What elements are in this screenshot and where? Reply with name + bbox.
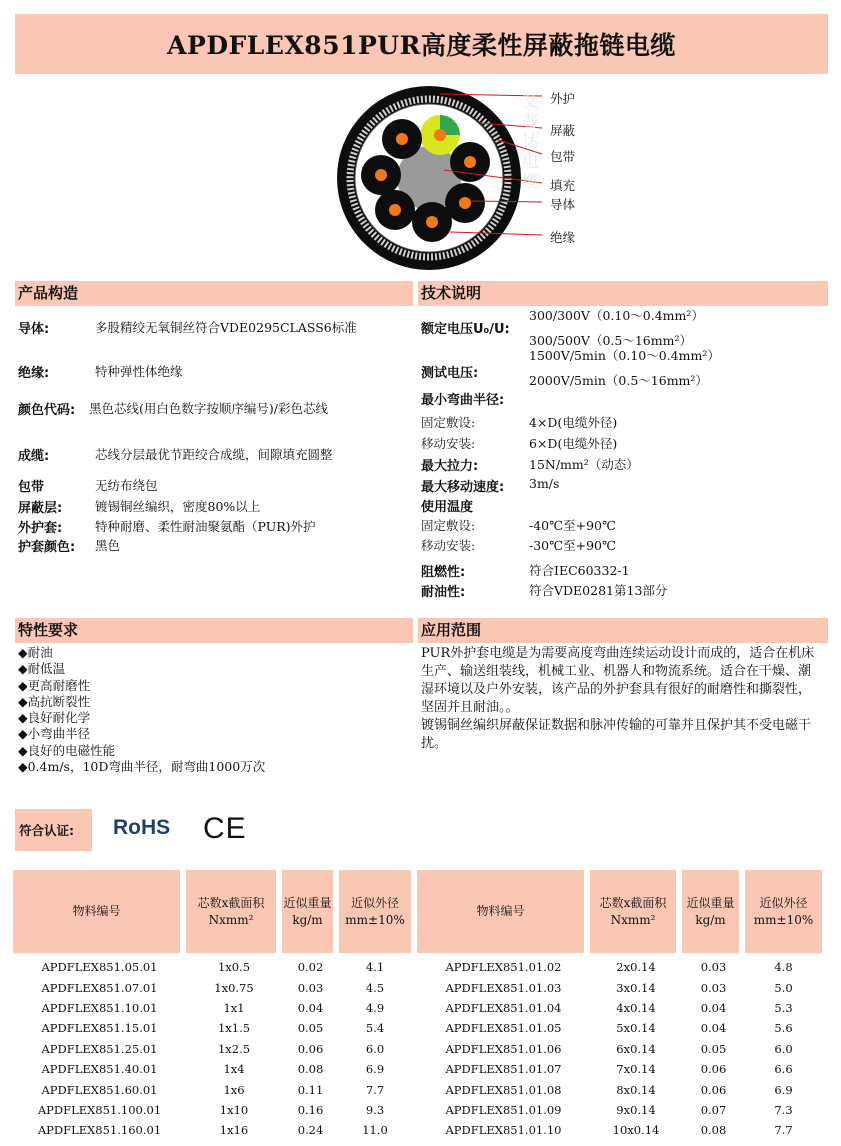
diameter-cell: 5.0 (774, 980, 793, 995)
weight-cell: 0.07 (700, 1102, 727, 1117)
part-number-cell: APDFLEX851.01.03 (445, 980, 562, 995)
flame-label: 阻燃性: (421, 565, 466, 580)
parts-table-right (417, 957, 822, 1141)
diameter-cell: 5.4 (365, 1021, 385, 1036)
application-paragraph: PUR外护套电缆是为需要高度弯曲连续运动设计而成的，适合在机床生产、输送组装线，机械工业、机器人和物流系统。适合在干燥、潮湿环境以及户外安装，该产品的外护套具有很好的耐磨性和撕裂性，坚固并且耐油。。 (421, 646, 815, 715)
cores-cell: 4x0.14 (616, 1000, 656, 1015)
part-number-cell: APDFLEX851.01.08 (445, 1082, 562, 1097)
weight-cell: 0.11 (297, 1082, 324, 1097)
construction-label: 护套颜色: (18, 540, 76, 555)
part-number-cell: APDFLEX851.25.01 (41, 1041, 158, 1056)
construction-label: 包带 (18, 480, 45, 495)
header-outer-diameter: 近似外径 mm±10% (745, 870, 822, 953)
rohs-logo: RoHS (113, 816, 171, 839)
label-insulation: 绝缘 (550, 230, 576, 245)
part-number-cell: APDFLEX851.60.01 (41, 1082, 158, 1097)
construction-label: 导体: (18, 322, 50, 337)
weight-cell: 0.04 (700, 1000, 727, 1015)
weight-cell: 0.05 (700, 1041, 727, 1056)
label-outer-jacket: 外护 (550, 91, 576, 106)
construction-value: 镀锡铜丝编织，密度80%以上 (95, 499, 261, 514)
cores-cell: 3x0.14 (616, 980, 656, 995)
diameter-cell: 11.0 (362, 1123, 388, 1138)
construction-value: 多股精绞无氧铜丝符合VDE0295CLASS6标准 (95, 320, 357, 335)
table-row (13, 1039, 411, 1059)
feature-item: ◆0.4m/s，10D弯曲半径，耐弯曲1000万次 (18, 759, 266, 775)
max-speed-label: 最大移动速度: (421, 480, 505, 495)
weight-cell: 0.08 (700, 1123, 727, 1138)
table-row (417, 1100, 822, 1120)
rated-voltage-value: 300/500V（0.5～16mm²） (529, 333, 692, 348)
section-tech-heading: 技术说明 (418, 281, 828, 306)
part-number-cell: APDFLEX851.15.01 (41, 1021, 158, 1036)
feature-item: ◆小弯曲半径 (18, 726, 91, 742)
label-filler: 填充 (550, 178, 576, 193)
cores-cell: 9x0.14 (616, 1102, 656, 1117)
table-row (13, 1079, 411, 1099)
diameter-cell: 4.1 (365, 960, 385, 975)
header-weight: 近似重量 kg/m (282, 870, 333, 953)
certification-label-box (15, 809, 92, 851)
part-number-cell: APDFLEX851.05.01 (41, 960, 158, 975)
temp-fixed-label: 固定敷设: (421, 518, 476, 533)
test-voltage-value: 2000V/5min（0.5～16mm²） (529, 373, 708, 388)
max-tension-value: 15N/mm²（动态） (529, 457, 639, 472)
cores-cell: 2x0.14 (616, 960, 656, 975)
cores-cell: 1x6 (223, 1082, 245, 1097)
feature-item: ◆高抗断裂性 (18, 693, 91, 709)
part-number-cell: APDFLEX851.01.10 (445, 1123, 562, 1138)
part-number-cell: APDFLEX851.01.07 (445, 1062, 562, 1077)
construction-value: 黑色芯线(用白色数字按顺序编号)/彩色芯线 (89, 401, 328, 416)
part-number-cell: APDFLEX851.40.01 (41, 1062, 158, 1077)
construction-label: 颜色代码: (18, 403, 76, 418)
diameter-cell: 7.3 (774, 1102, 793, 1117)
table-row (417, 1039, 822, 1059)
flame-value: 符合IEC60332-1 (529, 563, 630, 578)
table-row (13, 957, 411, 977)
weight-cell: 0.04 (297, 1000, 324, 1015)
rated-voltage-value: 300/300V（0.10～0.4mm²） (529, 308, 704, 323)
weight-cell: 0.03 (700, 980, 727, 995)
header-outer-diameter: 近似外径 mm±10% (339, 870, 411, 953)
feature-item: ◆良好耐化学 (18, 710, 91, 726)
weight-cell: 0.05 (297, 1021, 324, 1036)
construction-label: 外护套: (18, 521, 63, 536)
page-title: APDFLEX851PUR高度柔性屏蔽拖链电缆 (167, 31, 676, 60)
diameter-cell: 6.9 (774, 1082, 793, 1097)
label-shield: 屏蔽 (550, 123, 576, 138)
diameter-cell: 5.3 (774, 1000, 793, 1015)
feature-item: ◆良好的电磁性能 (18, 742, 116, 758)
temperature-label: 使用温度 (421, 500, 474, 515)
bend-mobile-value: 6×D(电缆外径) (529, 436, 618, 451)
certification-label: 符合认证: (19, 823, 74, 838)
diameter-cell: 7.7 (365, 1082, 385, 1097)
test-voltage-label: 测试电压: (421, 366, 479, 381)
table-row (13, 1100, 411, 1120)
table-row (417, 998, 822, 1018)
bend-mobile-label: 移动安装: (421, 436, 476, 451)
diameter-cell: 6.0 (365, 1041, 385, 1056)
weight-cell: 0.06 (297, 1041, 324, 1056)
feature-item: ◆耐低温 (18, 661, 66, 677)
part-number-cell: APDFLEX851.01.02 (445, 960, 562, 975)
bend-fixed-value: 4×D(电缆外径) (529, 415, 618, 430)
header-cores: 芯数x截面积 Nxmm² (186, 870, 276, 953)
part-number-cell: APDFLEX851.160.01 (37, 1123, 162, 1138)
table-row (417, 1018, 822, 1038)
header-weight: 近似重量 kg/m (682, 870, 739, 953)
construction-value: 特种弹性体绝缘 (95, 364, 183, 379)
weight-cell: 0.08 (297, 1062, 324, 1077)
title-banner (15, 14, 828, 74)
temp-mobile-value: -30℃至+90℃ (529, 538, 616, 553)
feature-item: ◆耐油 (18, 645, 53, 660)
part-number-cell: APDFLEX851.100.01 (37, 1102, 162, 1117)
section-construction-heading: 产品构造 (15, 281, 413, 306)
cores-cell: 10x0.14 (612, 1123, 660, 1138)
table-row (417, 1059, 822, 1079)
temp-mobile-label: 移动安装: (421, 538, 476, 553)
section-application-heading: 应用范围 (418, 618, 828, 643)
construction-value: 芯线分层最优节距绞合成缆，间隙填充圆整 (95, 447, 333, 462)
table-row (417, 1079, 822, 1099)
section-features-heading: 特性要求 (15, 618, 413, 643)
weight-cell: 0.03 (700, 960, 727, 975)
diameter-cell: 6.9 (365, 1062, 385, 1077)
construction-value: 黑色 (95, 538, 121, 553)
construction-label: 绝缘: (18, 366, 50, 381)
table-row (13, 998, 411, 1018)
features-list (18, 645, 265, 775)
cores-cell: 1x0.75 (214, 980, 254, 995)
construction-value: 无纺布绕包 (95, 478, 158, 493)
diameter-cell: 4.5 (365, 980, 385, 995)
diameter-cell: 4.9 (365, 1000, 385, 1015)
diameter-cell: 5.6 (774, 1021, 793, 1036)
table-row (417, 957, 822, 977)
cores-cell: 1x1.5 (217, 1021, 251, 1036)
header-part-number: 物料编号 (417, 870, 584, 953)
construction-value: 特种耐磨、柔性耐油聚氨酯（PUR)外护 (95, 519, 316, 534)
application-text (421, 645, 821, 753)
label-tape: 包带 (550, 149, 576, 164)
part-number-cell: APDFLEX851.01.04 (445, 1000, 562, 1015)
watermark: 艾普达电缆 (522, 92, 539, 192)
diameter-cell: 9.3 (365, 1102, 385, 1117)
cores-cell: 8x0.14 (616, 1082, 656, 1097)
test-voltage-value: 1500V/5min（0.10～0.4mm²） (529, 348, 720, 363)
construction-label: 成缆: (18, 449, 50, 464)
header-cores: 芯数x截面积 Nxmm² (590, 870, 676, 953)
feature-item: ◆更高耐磨性 (18, 677, 91, 693)
diameter-cell: 4.8 (774, 960, 793, 975)
cores-cell: 1x0.5 (217, 960, 251, 975)
application-paragraph: 镀锡铜丝编织屏蔽保证数据和脉冲传输的可靠并且保护其不受电磁干扰。 (421, 718, 812, 751)
cores-cell: 1x16 (219, 1123, 249, 1138)
construction-label: 屏蔽层: (18, 501, 63, 516)
part-number-cell: APDFLEX851.01.06 (445, 1041, 562, 1056)
part-number-cell: APDFLEX851.10.01 (41, 1000, 158, 1015)
weight-cell: 0.04 (700, 1021, 727, 1036)
cores-cell: 6x0.14 (616, 1041, 656, 1056)
weight-cell: 0.16 (297, 1102, 324, 1117)
rated-voltage-label: 额定电压U₀/U: (421, 322, 510, 337)
cores-cell: 7x0.14 (616, 1062, 656, 1077)
oil-label: 耐油性: (421, 585, 466, 600)
max-speed-value: 3m/s (529, 476, 560, 491)
temp-fixed-value: -40℃至+90℃ (529, 518, 616, 533)
diameter-cell: 6.6 (774, 1062, 793, 1077)
header-part-number: 物料编号 (13, 870, 180, 953)
table-row (13, 977, 411, 997)
table-row (417, 977, 822, 997)
cores-cell: 1x2.5 (217, 1041, 251, 1056)
parts-table-left (13, 957, 411, 1141)
table-row (417, 1120, 822, 1140)
cores-cell: 5x0.14 (616, 1021, 656, 1036)
cores-cell: 1x4 (223, 1062, 245, 1077)
max-tension-label: 最大拉力: (421, 459, 479, 474)
ce-mark-logo: CE (203, 812, 247, 845)
cores-cell: 1x10 (219, 1102, 249, 1117)
table-row (13, 1018, 411, 1038)
diameter-cell: 7.7 (774, 1123, 793, 1138)
table-row (13, 1059, 411, 1079)
weight-cell: 0.06 (700, 1062, 727, 1077)
weight-cell: 0.03 (297, 980, 324, 995)
weight-cell: 0.06 (700, 1082, 727, 1097)
weight-cell: 0.24 (297, 1123, 324, 1138)
table-row (13, 1120, 411, 1140)
part-number-cell: APDFLEX851.07.01 (41, 980, 158, 995)
cores-cell: 1x1 (223, 1000, 245, 1015)
diameter-cell: 6.0 (774, 1041, 793, 1056)
bend-radius-label: 最小弯曲半径: (421, 393, 505, 408)
part-number-cell: APDFLEX851.01.09 (445, 1102, 562, 1117)
bend-fixed-label: 固定敷设: (421, 415, 476, 430)
weight-cell: 0.02 (297, 960, 324, 975)
label-conductor: 导体 (550, 197, 576, 212)
oil-value: 符合VDE0281第13部分 (529, 583, 668, 598)
part-number-cell: APDFLEX851.01.05 (445, 1021, 562, 1036)
